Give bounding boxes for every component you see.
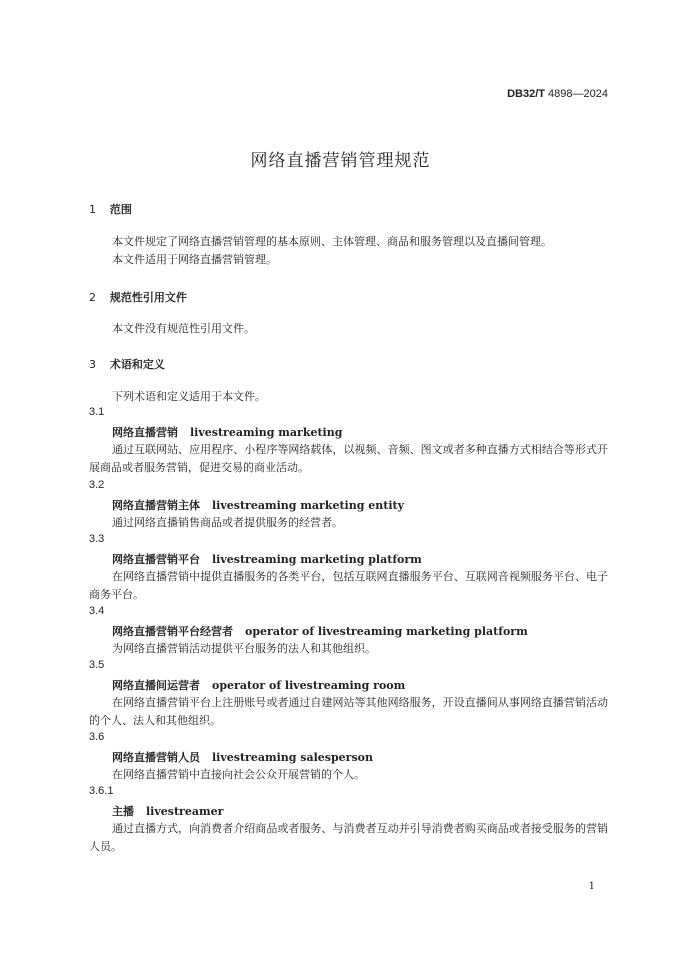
section-3-heading: [89, 356, 165, 372]
section-2-paragraph-1: 本文件没有规范性引用文件。: [112, 322, 255, 335]
term-3-1-number: 3.1: [89, 406, 105, 418]
term-3-2-en: livestreaming marketing entity: [212, 499, 404, 512]
term-3-5-zh: 网络直播间运营者: [112, 679, 200, 692]
section-2-title: 规范性引用文件: [109, 291, 187, 304]
term-3-4-en: operator of livestreaming marketing platform: [245, 625, 528, 638]
term-3-2-definition: 通过网络直播销售商品或者提供服务的经营者。: [112, 516, 343, 529]
page-number: 1: [588, 881, 595, 892]
term-3-1-definition: 通过互联网站、应用程序、小程序等网络载体，以视频、音频、图文或者多种直播方式相结合等形式开展商品或者服务营销，促进交易的商业活动。: [89, 443, 608, 474]
term-3-6-1-en: livestreamer: [146, 805, 224, 818]
term-3-5-definition: 在网络直播营销平台上注册账号或者通过自建网站等其他网络服务，开设直播间从事网络直播营销活动的个人、法人和其他组织。: [89, 696, 608, 727]
section-2-heading: [89, 289, 187, 305]
document-code: [507, 88, 608, 100]
section-3-title: 术语和定义: [109, 358, 165, 371]
section-1-heading: [89, 201, 132, 217]
term-3-3-number: 3.3: [89, 533, 105, 545]
term-3-1-en: livestreaming marketing: [190, 426, 343, 439]
term-3-4-number: 3.4: [89, 605, 105, 617]
term-3-2-title: [112, 497, 404, 513]
term-3-6-1-zh: 主播: [112, 805, 134, 818]
term-3-4-zh: 网络直播营销平台经营者: [112, 625, 233, 638]
section-2-number: 2: [89, 291, 96, 304]
term-3-3-title: [112, 551, 422, 567]
term-3-1-title: [112, 424, 342, 440]
section-1-paragraph-2: 本文件适用于网络直播营销管理。: [112, 253, 277, 266]
term-3-6-zh: 网络直播营销人员: [112, 751, 200, 764]
term-3-6-1-title: [112, 803, 223, 819]
term-3-3-definition: 在网络直播营销中提供直播服务的各类平台，包括互联网直播服务平台、互联网音视频服务平台、电子商务平台。: [89, 570, 608, 601]
term-3-4-title: [112, 623, 528, 639]
section-3-intro: 下列术语和定义适用于本文件。: [112, 390, 266, 403]
term-3-6-definition: 在网络直播营销中直接向社会公众开展营销的个人。: [112, 768, 365, 781]
section-1-paragraph-1: 本文件规定了网络直播营销管理的基本原则、主体管理、商品和服务管理以及直播间管理。: [112, 235, 552, 248]
document-code-number: 4898—2024: [548, 88, 608, 100]
term-3-3-zh: 网络直播营销平台: [112, 553, 200, 566]
term-3-5-en: operator of livestreaming room: [212, 679, 406, 692]
term-3-6-en: livestreaming salesperson: [212, 751, 373, 764]
term-3-6-1-definition: 通过直播方式，向消费者介绍商品或者服务、与消费者互动并引导消费者购买商品或者接受服务的营销人员。: [89, 822, 608, 853]
term-3-5-number: 3.5: [89, 659, 105, 671]
term-3-3-en: livestreaming marketing platform: [212, 553, 422, 566]
document-code-prefix: DB32/T: [507, 88, 545, 100]
term-3-2-zh: 网络直播营销主体: [112, 499, 200, 512]
term-3-5-title: [112, 677, 405, 693]
term-3-6-number: 3.6: [89, 731, 105, 743]
term-3-6-title: [112, 749, 373, 765]
section-1-title: 范围: [109, 203, 132, 216]
term-3-6-1-number: 3.6.1: [89, 785, 114, 797]
section-3-number: 3: [89, 358, 96, 371]
section-1-number: 1: [89, 203, 96, 216]
term-3-2-number: 3.2: [89, 479, 105, 491]
term-3-1-zh: 网络直播营销: [112, 426, 178, 439]
term-3-4-definition: 为网络直播营销活动提供平台服务的法人和其他组织。: [112, 642, 376, 655]
document-title: 网络直播营销管理规范: [250, 151, 431, 171]
